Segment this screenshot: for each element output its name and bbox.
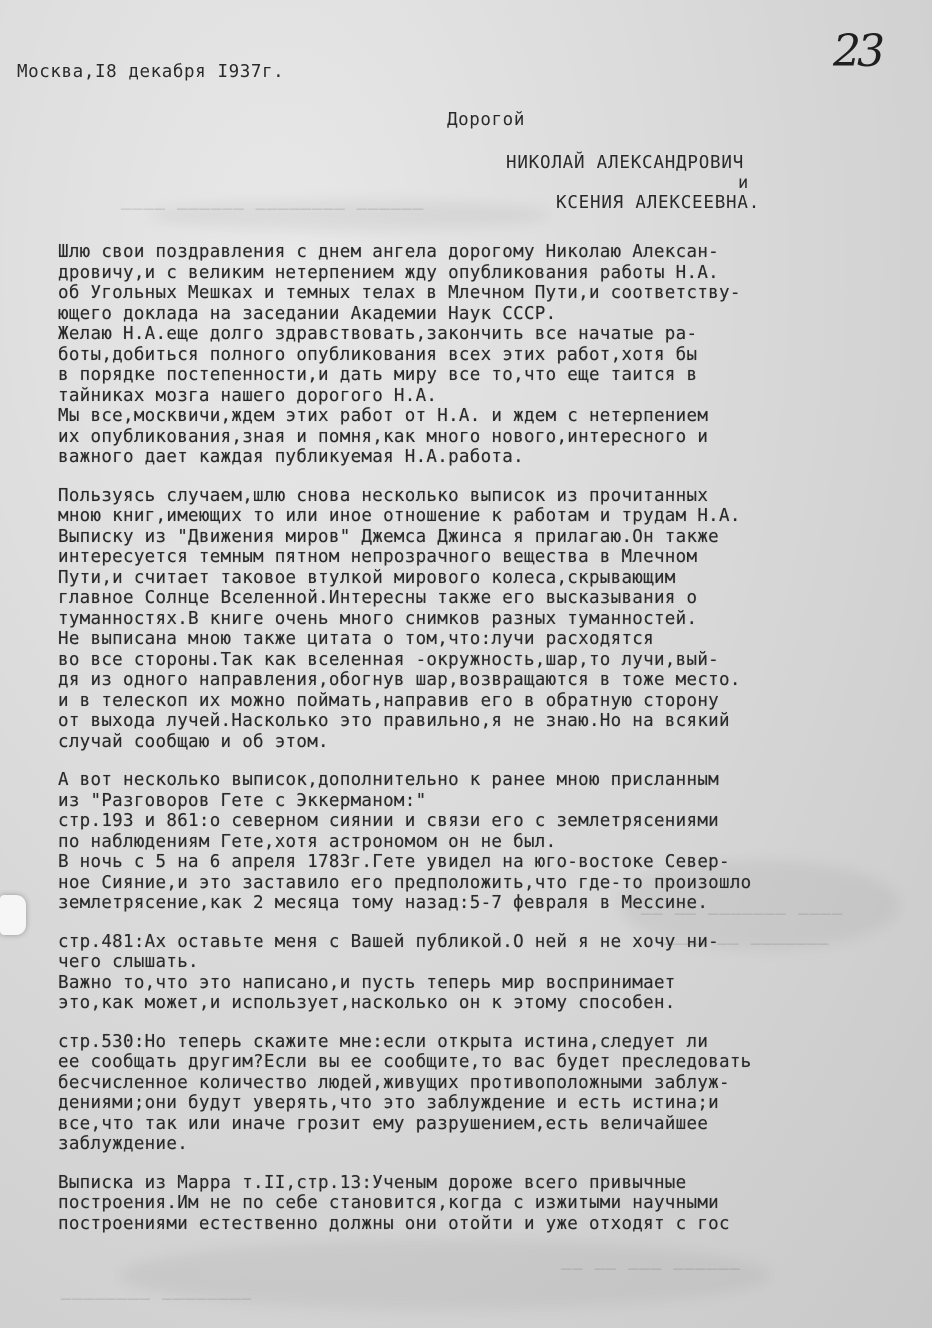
bleed-through-text: ────── ──────── ────── ──── [120,200,424,220]
paragraph-gap [58,1155,898,1173]
paragraph [58,1032,898,1155]
paragraph-gap [58,468,898,486]
text-line: В ночь с 5 на 6 апреля 1783г.Гете увидел на юго-востоке Север- [58,852,730,872]
paragraph [58,486,898,753]
text-line: Пути,и считает таковое втулкой мирового колеса,скрывающим [58,567,676,588]
text-line: ее сообщать другим?Если вы ее сообщите,то вас будет преследовать [58,1052,752,1072]
text-line: во все стороны.Так как вселенная -окружность,шар,то лучи,вый- [58,649,719,670]
text-line: туманностях.В книге очень много снимков разных туманностей. [58,608,698,629]
text-line: Не выписана мною также цитата о том,что:лучи расходятся [58,629,654,649]
text-line: их опубликования,зная и помня,как много нового,интересного и [58,426,709,447]
text-line: важного дает каждая публикуемая Н.А.работа. [58,447,524,467]
text-line: и в телескоп их можно поймать,направив его в обратную сторону [58,690,719,711]
paragraph [58,406,898,468]
text-line: Шлю свои поздравления с днем ангела дорогому Николаю Алексан- [58,242,719,262]
text-line: чего слышать. [58,952,199,972]
text-line: стр.481:Ах оставьте меня с Вашей публикой.О ней я не хочу ни- [58,931,719,952]
text-line: дениями;они будут уверять,что это заблуждение и есть истина;и [58,1093,719,1113]
paragraph-gap [58,1014,898,1032]
text-line: ющего доклада на заседании Академии Наук СССР. [58,303,557,324]
text-line: построениями естественно должны они отойти и уже отходят с гос [58,1213,730,1234]
text-line: заблуждение. [58,1134,189,1154]
text-line: Выписка из Марра т.II,стр.13:Ученым дороже всего привычные [58,1172,687,1193]
text-line: из "Разговоров Гете с Эккерманом:" [58,790,427,811]
letter-body [58,242,898,1234]
salutation: Дорогой [447,110,525,130]
paragraph-gap [58,914,898,932]
text-line: землетрясение,как 2 месяца тому назад:5-7 февраля в Мессине. [58,893,709,913]
date-line: Москва,I8 декабря I937г. [17,62,285,82]
text-line: это,как может,и использует,насколько он к этому способен. [58,993,676,1013]
text-line: Пользуясь случаем,шлю снова несколько выписок из прочитанных [58,485,709,506]
bleed-through-text: ─────── ── ──── [660,935,829,955]
addressee-1: НИКОЛАЙ АЛЕКСАНДРОВИЧ [506,153,745,173]
text-line: Мы все,москвичи,ждем этих работ от Н.А. и ждем с нетерпением [58,406,709,426]
text-line: построения.Им не по себе становится,когда с изжитыми научными [58,1193,719,1213]
folio-number: 23 [833,26,881,77]
text-line: случай сообщаю и об этом. [58,731,329,752]
text-line: стр.530:Но теперь скажите мне:если открыта истина,следует ли [58,1031,709,1052]
text-line: стр.193 и 861:о северном сиянии и связи его с землетрясениями [58,811,719,831]
paragraph [58,932,898,1014]
bleed-through-text: ────── ─── ── ── [560,1260,740,1280]
bleed-through-text: ──────── ──────── [60,1290,251,1310]
text-line: мною книг,имеющих то или иное отношение к работам и трудам Н.А. [58,506,741,526]
text-line: интересуется темным пятном непрозрачного вещества в Млечном [58,547,698,567]
text-line: об Угольных Мешках и темных телах в Млечном Пути,и соответству- [58,283,741,303]
paragraph [58,324,898,406]
paragraph [58,242,898,324]
text-line: Важно то,что это написано,и пусть теперь мир воспринимает [58,972,676,993]
text-line: ное Сияние,и это заставило его предположить,что где-то произошло [58,872,752,893]
text-line: по наблюдениям Гете,хотя астрономом он не был. [58,831,557,852]
conjunction: и [738,173,749,193]
paragraph [58,1173,898,1235]
text-line: от выхода лучей.Насколько это правильно,я не знаю.Но на всякий [58,711,730,731]
paper-tear [0,895,26,935]
text-line: тайниках мозга нашего дорогого Н.А. [58,385,438,406]
text-line: боты,добиться полного опубликования всех этих работ,хотя бы [58,344,698,365]
paragraph-gap [58,752,898,770]
addressee-2: КСЕНИЯ АЛЕКСЕЕВНА. [556,193,761,213]
text-line: Желаю Н.А.еще долго здравствовать,закончить все начатые ра- [58,324,698,344]
text-line: Выписку из "Движения миров" Джемса Джинса я прилагаю.Он также [58,526,719,547]
bleed-through-text: ──── ─────── ── ── [640,905,843,925]
text-line: главное Солнце Вселенной.Интересны также его высказывания о [58,588,698,608]
text-line: бесчисленное количество людей,живущих противоположными заблуж- [58,1072,730,1093]
paragraph [58,770,898,914]
text-line: дровичу,и с великим нетерпением жду опубликования работы Н.А. [58,262,719,283]
text-line: дя из одного направления,обогнув шар,возвращаются в тоже место. [58,670,741,690]
text-line: в порядке постепенности,и дать миру все то,что еще таится в [58,365,698,385]
text-line: А вот несколько выписок,дополнительно к ранее мною присланным [58,770,719,790]
text-line: все,что так или иначе грозит ему разрушением,есть величайшее [58,1113,709,1134]
